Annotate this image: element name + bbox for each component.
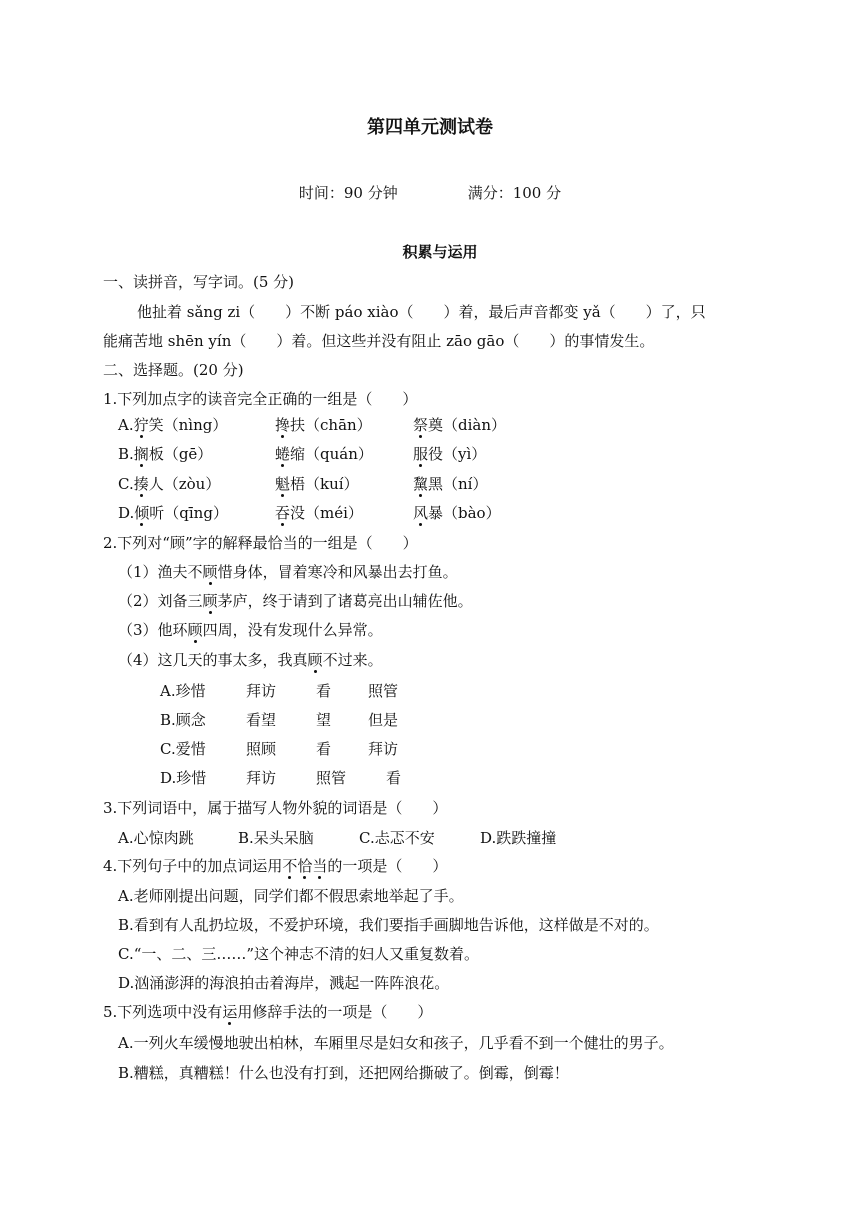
q1-line-1: 他扯着 sǎng zi（ ）不断 páo xiào（ ）着，最后声音都变 yǎ（ ）了，只 bbox=[137, 303, 706, 321]
s2-sentence: （3）他环顾四周，没有发现什么异常。 bbox=[118, 621, 383, 639]
page-title: 第四单元测试卷 bbox=[367, 117, 493, 138]
s5-option: B.糟糕，真糟糕！什么也没有打到，还把网给撕破了。倒霉，倒霉！ bbox=[118, 1064, 569, 1082]
s2-sentence: （2）刘备三顾茅庐，终于请到了诸葛亮出山辅佐他。 bbox=[118, 592, 473, 610]
s2-sentence: （1）渔夫不顾惜身体，冒着寒冷和风暴出去打鱼。 bbox=[118, 563, 458, 581]
s4-option: C.“一、二、三……”这个神志不清的妇人又重复数着。 bbox=[118, 945, 480, 963]
s1-stem: 1.下列加点字的读音完全正确的一组是（ ） bbox=[103, 390, 418, 408]
q2-heading: 二、选择题。(20 分) bbox=[103, 361, 244, 379]
s4-stem: 4.下列句子中的加点词运用不恰当的一项是（ ） bbox=[103, 857, 448, 875]
s4-option: B.看到有人乱扔垃圾，不爱护环境，我们要指手画脚地告诉他，这样做是不对的。 bbox=[118, 916, 659, 934]
q1-heading: 一、读拼音，写字词。(5 分) bbox=[103, 273, 295, 291]
section-heading: 积累与运用 bbox=[402, 243, 478, 261]
s3-stem: 3.下列词语中，属于描写人物外貌的词语是（ ） bbox=[103, 799, 448, 817]
full-score: 满分：100 分 bbox=[467, 184, 562, 202]
s4-option: D.汹涌澎湃的海浪拍击着海岸，溅起一阵阵浪花。 bbox=[118, 974, 450, 992]
s2-stem: 2.下列对“顾”字的解释最恰当的一组是（ ） bbox=[103, 534, 418, 552]
s5-option: A.一列火车缓慢地驶出柏林，车厢里尽是妇女和孩子，几乎看不到一个健壮的男子。 bbox=[118, 1034, 674, 1052]
exam-meta bbox=[0, 183, 860, 203]
s2-sentence: （4）这几天的事太多，我真顾不过来。 bbox=[118, 651, 383, 669]
time-limit: 时间：90 分钟 bbox=[298, 184, 398, 202]
s4-option: A.老师刚提出问题，同学们都不假思索地举起了手。 bbox=[118, 887, 464, 905]
s5-stem: 5.下列选项中没有运用修辞手法的一项是（ ） bbox=[103, 1003, 433, 1021]
q1-line-2: 能痛苦地 shēn yín（ ）着。但这些并没有阻止 zāo gāo（ ）的事情发生。 bbox=[103, 332, 655, 350]
